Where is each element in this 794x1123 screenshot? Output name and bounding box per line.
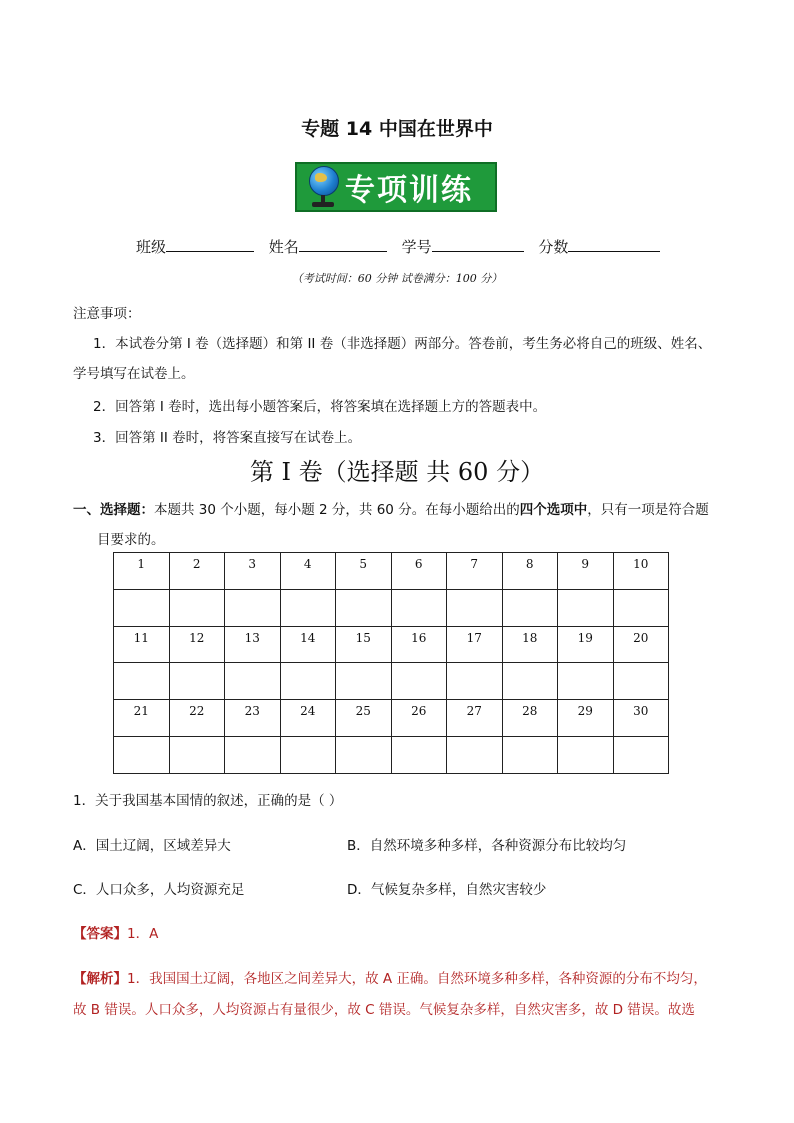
table-number-row: [114, 626, 669, 663]
name-blank: [299, 237, 387, 252]
score-label: 分数: [538, 238, 569, 256]
answer-cell[interactable]: [225, 736, 281, 773]
answer-cell[interactable]: [391, 589, 447, 626]
banner-text: 专项训练: [345, 173, 473, 208]
question-number-cell: 10: [613, 553, 669, 590]
question-number-cell: 7: [447, 553, 503, 590]
answer-table: [113, 552, 669, 774]
answer-cell[interactable]: [558, 663, 614, 700]
question-number-cell: 17: [447, 626, 503, 663]
section-text-4: 目要求的。: [97, 532, 165, 548]
question-number-cell: 6: [391, 553, 447, 590]
section-text-1: 本题共 30 个小题，每小题 2 分，共 60 分。在每小题给出的: [154, 502, 520, 518]
question-number-cell: 23: [225, 700, 281, 737]
answer-cell[interactable]: [613, 736, 669, 773]
class-blank: [166, 237, 254, 252]
answer-cell[interactable]: [502, 663, 558, 700]
answer-cell[interactable]: [114, 736, 170, 773]
question-1-stem: 1．关于我国基本国情的叙述，正确的是（ ）: [73, 793, 343, 809]
answer-line: [73, 922, 158, 942]
answer-label: 【答案】: [73, 926, 127, 942]
analysis-line-2: 故 B 错误。人口众多，人均资源占有量很少，故 C 错误。气候复杂多样，自然灾害多，故 D 错误。故选: [73, 1002, 695, 1018]
question-number-cell: 27: [447, 700, 503, 737]
class-label: 班级: [136, 238, 167, 256]
question-number-cell: 29: [558, 700, 614, 737]
question-number-cell: 20: [613, 626, 669, 663]
answer-cell[interactable]: [558, 589, 614, 626]
answer-cell[interactable]: [391, 736, 447, 773]
question-number-cell: 22: [169, 700, 225, 737]
answer-cell[interactable]: [613, 663, 669, 700]
note-item-2: 2．回答第 I 卷时，选出每小题答案后，将答案填在选择题上方的答题表中。: [93, 399, 547, 415]
question-number-cell: 2: [169, 553, 225, 590]
option-a: A．国土辽阔，区域差异大: [73, 838, 231, 854]
question-number-cell: 19: [558, 626, 614, 663]
question-number-cell: 16: [391, 626, 447, 663]
note-item-3: 3．回答第 II 卷时，将答案直接写在试卷上。: [93, 430, 362, 446]
exam-time: （考试时间：60 分钟 试卷满分：100 分）: [291, 272, 503, 285]
answer-cell[interactable]: [336, 589, 392, 626]
question-number-cell: 5: [336, 553, 392, 590]
answer-cell[interactable]: [447, 589, 503, 626]
question-number-cell: 13: [225, 626, 281, 663]
analysis-text-1: 1．我国国土辽阔，各地区之间差异大，故 A 正确。自然环境多种多样，各种资源的分布不均匀，: [127, 971, 707, 987]
answer-cell[interactable]: [280, 589, 336, 626]
answer-cell[interactable]: [114, 663, 170, 700]
answer-value: 1．A: [127, 926, 159, 942]
question-number-cell: 24: [280, 700, 336, 737]
question-number-cell: 4: [280, 553, 336, 590]
answer-cell[interactable]: [169, 589, 225, 626]
table-answer-row: [114, 736, 669, 773]
option-d: D．气候复杂多样，自然灾害较少: [347, 882, 547, 898]
answer-cell[interactable]: [502, 589, 558, 626]
question-number-cell: 26: [391, 700, 447, 737]
answer-cell[interactable]: [225, 589, 281, 626]
note-item-1-cont: 学号填写在试卷上。: [73, 366, 195, 382]
question-number-cell: 12: [169, 626, 225, 663]
globe-icon: [303, 164, 341, 210]
answer-cell[interactable]: [447, 736, 503, 773]
table-number-row: [114, 700, 669, 737]
answer-cell[interactable]: [336, 663, 392, 700]
table-answer-row: [114, 663, 669, 700]
page-title: 专题 14 中国在世界中: [301, 118, 493, 140]
answer-cell[interactable]: [558, 736, 614, 773]
student-id-blank: [432, 237, 524, 252]
question-number-cell: 3: [225, 553, 281, 590]
question-number-cell: 9: [558, 553, 614, 590]
answer-cell[interactable]: [169, 736, 225, 773]
section-label: 一、选择题：: [73, 502, 154, 518]
part-title: 第 I 卷（选择题 共 60 分）: [249, 458, 545, 486]
answer-cell[interactable]: [336, 736, 392, 773]
training-banner: [295, 162, 497, 212]
answer-cell[interactable]: [280, 736, 336, 773]
question-number-cell: 28: [502, 700, 558, 737]
answer-cell[interactable]: [502, 736, 558, 773]
answer-cell[interactable]: [391, 663, 447, 700]
answer-cell[interactable]: [280, 663, 336, 700]
score-blank: [568, 237, 660, 252]
question-number-cell: 21: [114, 700, 170, 737]
section-text-2: 四个选项中: [519, 502, 588, 518]
note-item-1: 1．本试卷分第 I 卷（选择题）和第 II 卷（非选择题）两部分。答卷前，考生务必将自己的班级、姓名、: [93, 336, 712, 352]
answer-cell[interactable]: [169, 663, 225, 700]
analysis-label: 【解析】: [73, 971, 127, 987]
section-text-3: ，只有一项是符合题: [587, 502, 709, 518]
question-number-cell: 8: [502, 553, 558, 590]
answer-cell[interactable]: [447, 663, 503, 700]
table-answer-row: [114, 589, 669, 626]
name-label: 姓名: [268, 238, 299, 256]
answer-cell[interactable]: [613, 589, 669, 626]
question-number-cell: 15: [336, 626, 392, 663]
option-c: C．人口众多，人均资源充足: [73, 882, 245, 898]
question-number-cell: 1: [114, 553, 170, 590]
question-number-cell: 30: [613, 700, 669, 737]
student-id-label: 学号: [401, 238, 432, 256]
answer-cell[interactable]: [114, 589, 170, 626]
question-number-cell: 18: [502, 626, 558, 663]
section-instructions: [73, 498, 709, 518]
answer-cell[interactable]: [225, 663, 281, 700]
notes-heading: 注意事项：: [73, 306, 141, 322]
question-number-cell: 25: [336, 700, 392, 737]
option-b: B．自然环境多种多样，各种资源分布比较均匀: [347, 838, 627, 854]
student-info-line: [136, 236, 660, 257]
question-number-cell: 11: [114, 626, 170, 663]
analysis-line-1: [73, 967, 707, 987]
question-number-cell: 14: [280, 626, 336, 663]
table-number-row: [114, 553, 669, 590]
